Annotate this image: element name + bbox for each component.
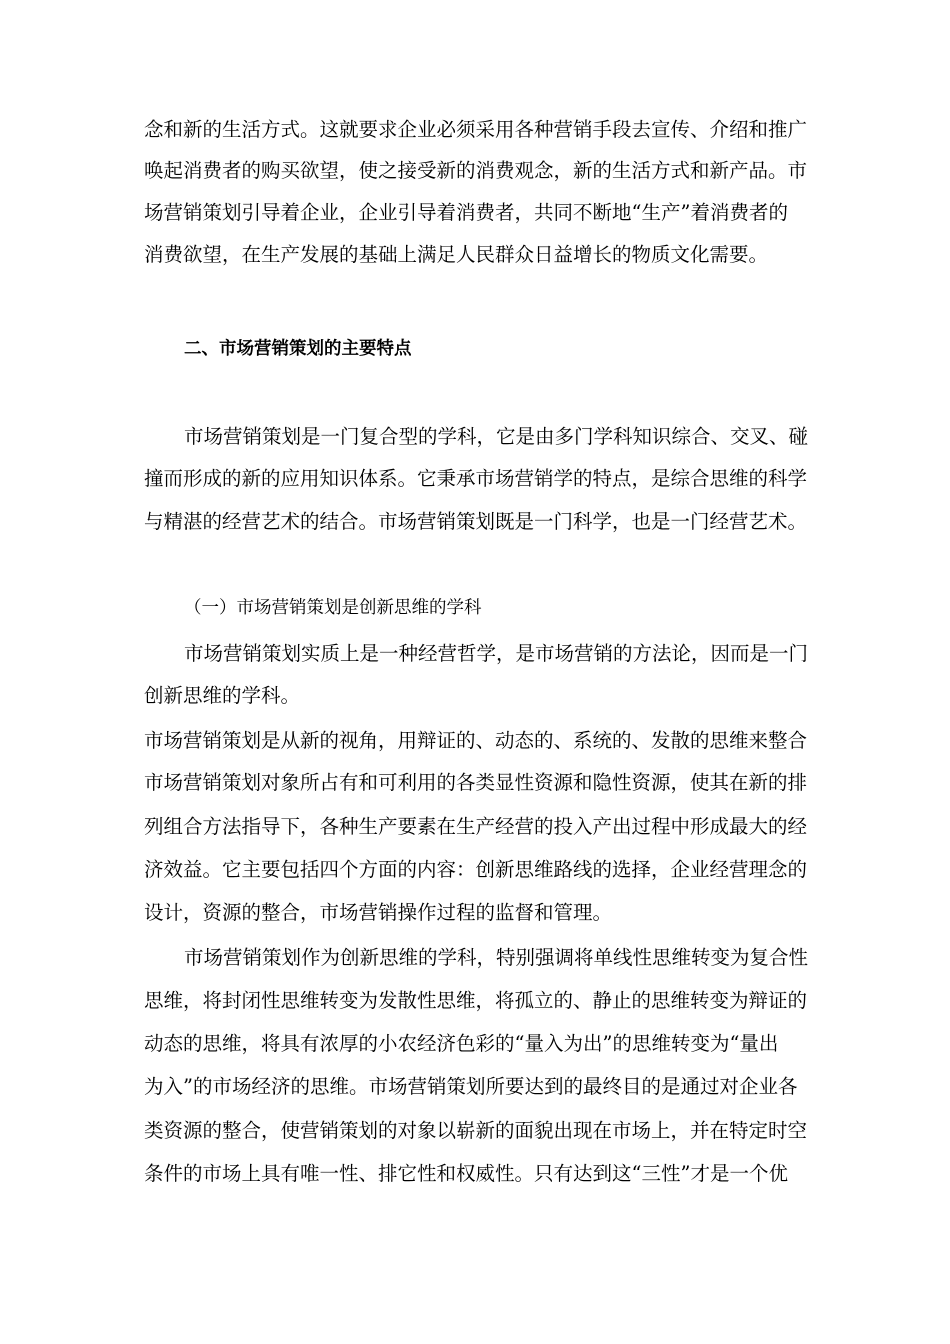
para5-line-2: 思维，将封闭性思维转变为发散性思维，将孤立的、静止的思维转变为辩证的: [144, 989, 808, 1012]
para4-line-3: 列组合方法指导下，各种生产要素在生产经营的投入产出过程中形成最大的经: [144, 815, 808, 838]
para3-line-2: 创新思维的学科。: [144, 684, 301, 707]
para4-line-5: 设计，资源的整合，市场营销操作过程的监督和管理。: [144, 901, 613, 924]
para5-line-3: 动态的思维，将具有浓厚的小农经济色彩的“量入为出”的思维转变为“量出: [144, 1032, 779, 1055]
para5-line-4: 为入”的市场经济的思维。市场营销策划所要达到的最终目的是通过对企业各: [144, 1075, 798, 1098]
subsection-heading: （一）市场营销策划是创新思维的学科: [184, 598, 482, 618]
para2-line-2: 撞而形成的新的应用知识体系。它秉承市场营销学的特点，是综合思维的科学: [144, 467, 808, 490]
para1-line-1: 念和新的生活方式。这就要求企业必须采用各种营销手段去宣传、介绍和推广: [144, 118, 808, 141]
para5-line-6: 条件的市场上具有唯一性、排它性和权威性。只有达到这“三性”才是一个优: [144, 1162, 788, 1185]
para2-line-3: 与精湛的经营艺术的结合。市场营销策划既是一门科学，也是一门经营艺术。: [144, 510, 808, 533]
para1-line-2: 唤起消费者的购买欲望，使之接受新的消费观念，新的生活方式和新产品。市: [144, 159, 808, 182]
para5-line-5: 类资源的整合，使营销策划的对象以崭新的面貌出现在市场上，并在特定时空: [144, 1119, 808, 1142]
section-heading: 二、市场营销策划的主要特点: [184, 339, 412, 359]
para5-line-1: 市场营销策划作为创新思维的学科，特别强调将单线性思维转变为复合性: [184, 946, 809, 969]
para3-line-1: 市场营销策划实质上是一种经营哲学，是市场营销的方法论，因而是一门: [184, 642, 809, 665]
para4-line-2: 市场营销策划对象所占有和可利用的各类显性资源和隐性资源，使其在新的排: [144, 771, 808, 794]
para2-line-1: 市场营销策划是一门复合型的学科，它是由多门学科知识综合、交叉、碰: [184, 425, 809, 448]
para1-line-4: 消费欲望，在生产发展的基础上满足人民群众日益增长的物质文化需要。: [144, 243, 769, 266]
para4-line-1: 市场营销策划是从新的视角，用辩证的、动态的、系统的、发散的思维来整合: [144, 729, 808, 752]
para1-line-3: 场营销策划引导着企业，企业引导着消费者，共同不断地“生产”着消费者的: [144, 201, 788, 224]
para4-line-4: 济效益。它主要包括四个方面的内容：创新思维路线的选择，企业经营理念的: [144, 858, 808, 881]
